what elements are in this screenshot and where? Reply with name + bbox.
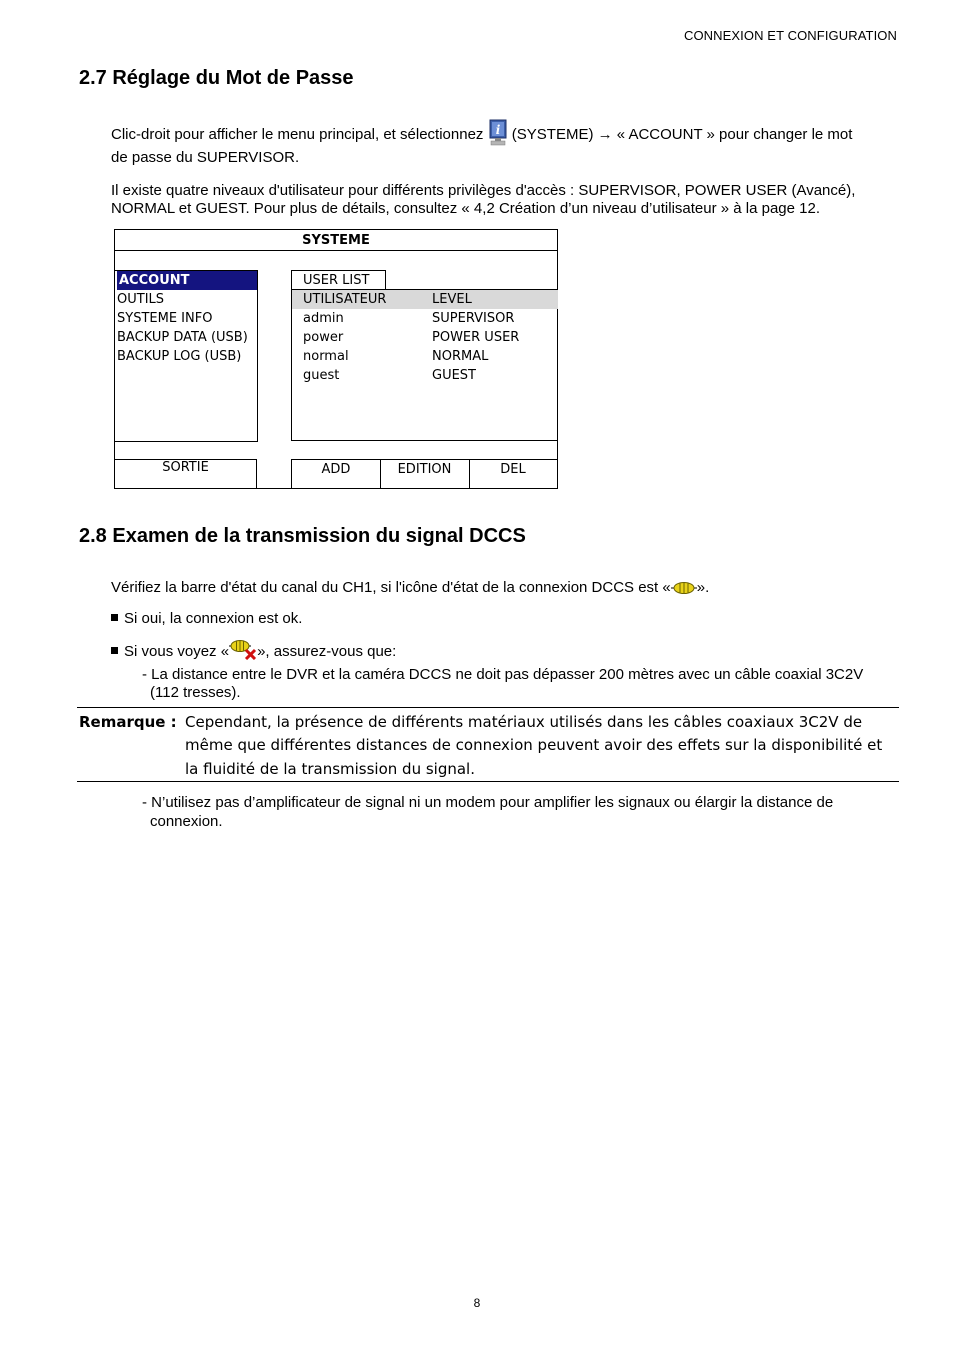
dash-item-text: La distance entre le DVR et la caméra DCCS ne doit pas dépasser 200 mètres avec un câble coaxial 3C2V <box>151 666 864 683</box>
dash-item-2-line2: connexion. <box>150 813 223 830</box>
user-row-name[interactable]: guest <box>303 368 340 383</box>
page-number: 8 <box>473 1296 481 1310</box>
note-top-rule <box>77 707 899 708</box>
user-row-level: NORMAL <box>432 349 489 364</box>
user-row-level: POWER USER <box>432 330 520 345</box>
running-header: CONNEXION ET CONFIGURATION <box>683 28 897 43</box>
menu-item-account[interactable]: ACCOUNT <box>117 271 257 290</box>
bullet-text-before: Si vous voyez « <box>124 643 230 660</box>
edition-button[interactable]: EDITION <box>380 459 470 489</box>
exit-button[interactable]: SORTIE <box>115 459 257 489</box>
section-2-7-para2-line2: NORMAL et GUEST. Pour plus de détails, consultez « 4,2 Création d’un niveau d’utilisateur » à la page 12. <box>111 200 821 217</box>
dash-item-1: - La distance entre le DVR et la caméra DCCS ne doit pas dépasser 200 mètres avec un câble coaxial 3C2V <box>142 666 864 683</box>
dash-item-1-line2: (112 tresses). <box>150 684 241 701</box>
tab-user-list[interactable] <box>291 270 386 290</box>
section-2-8-title: 2.8 Examen de la transmission du signal DCCS <box>79 525 526 547</box>
user-list-panel <box>291 289 558 441</box>
system-menu-title: SYSTEME <box>302 233 370 248</box>
dash-item-2: - N’utilisez pas d’amplificateur de signal ni un modem pour amplifier les signaux ou élargir la distance de <box>142 794 834 811</box>
bullet-item-2 <box>111 638 396 661</box>
user-row-name[interactable]: normal <box>303 349 349 364</box>
section-2-7-para2-line1: Il existe quatre niveaux d'utilisateur pour différents privilèges d'accès : SUPERVISOR, POWER USER (Avancé), <box>111 182 856 199</box>
bullet-square-icon <box>111 647 118 654</box>
dash-item-text: N’utilisez pas d’amplificateur de signal ni un modem pour amplifier les signaux ou élargir la distance de <box>151 794 834 811</box>
para-text-after: ». <box>696 579 710 596</box>
menu-item-outils[interactable]: OUTILS <box>117 292 165 307</box>
dccs-connected-icon <box>671 581 697 595</box>
section-2-8-para1 <box>111 579 709 597</box>
user-row-level: GUEST <box>432 368 476 383</box>
user-row-name[interactable]: admin <box>303 311 344 326</box>
user-row-level: SUPERVISOR <box>432 311 515 326</box>
section-2-7-para1 <box>111 119 852 148</box>
note-label: Remarque : <box>79 713 177 731</box>
dccs-disconnected-icon <box>229 638 257 660</box>
section-2-7-para1-line2: de passe du SUPERVISOR. <box>111 149 300 166</box>
column-header-level: LEVEL <box>432 292 472 307</box>
column-header-user: UTILISATEUR <box>303 292 387 307</box>
section-2-7-title: 2.7 Réglage du Mot de Passe <box>79 67 354 89</box>
tab-user-list-label: USER LIST <box>303 273 370 288</box>
bullet-text: Si oui, la connexion est ok. <box>124 610 303 627</box>
note-line-3: la fluidité de la transmission du signal. <box>185 760 475 778</box>
menu-item-systeme-info[interactable]: SYSTEME INFO <box>117 311 213 326</box>
note-line-1: Cependant, la présence de différents matériaux utilisés dans les câbles coaxiaux 3C2V de <box>185 713 863 731</box>
para-text-before: Vérifiez la barre d'état du canal du CH1, si l'icône d'état de la connexion DCCS est « <box>111 579 671 596</box>
menu-item-backup-log[interactable]: BACKUP LOG (USB) <box>117 349 242 364</box>
user-row-name[interactable]: power <box>303 330 344 345</box>
left-menu-panel <box>115 270 258 442</box>
add-button[interactable]: ADD <box>291 459 381 489</box>
system-info-icon <box>488 119 508 147</box>
note-line-2: même que différentes distances de connexion peuvent avoir des effets sur la disponibilité et <box>185 736 883 754</box>
menu-item-backup-data[interactable]: BACKUP DATA (USB) <box>117 330 248 345</box>
bullet-text-after: », assurez-vous que: <box>257 643 397 660</box>
bullet-item-1 <box>111 610 302 628</box>
del-button[interactable]: DEL <box>469 459 557 489</box>
bullet-square-icon <box>111 614 118 621</box>
para1-text-before: Clic-droit pour afficher le menu principal, et sélectionnez <box>111 126 484 143</box>
system-menu-window <box>114 229 558 489</box>
svg-text:i: i <box>495 123 500 137</box>
para1-text-after: (SYSTEME) → « ACCOUNT » pour changer le mot <box>511 126 853 143</box>
note-bottom-rule <box>77 781 899 782</box>
